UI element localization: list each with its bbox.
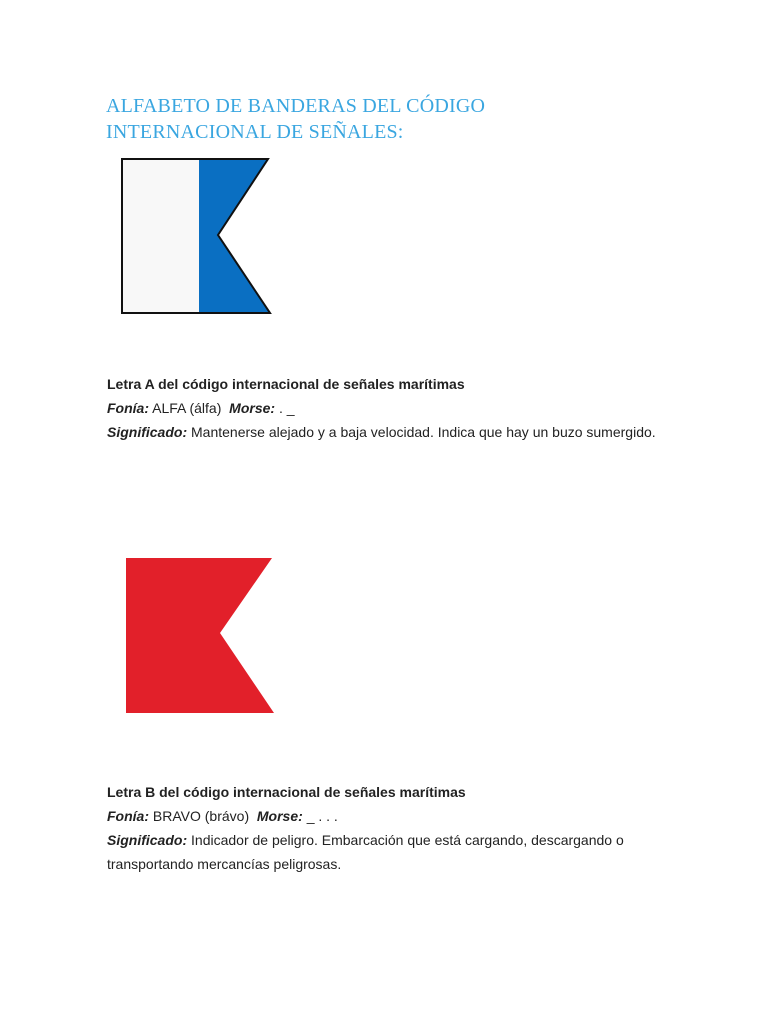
title-line-2: INTERNACIONAL DE SEÑALES: [106,121,404,143]
morse-label: Morse: [256,808,303,824]
title-line-1: ALFABETO DE BANDERAS DEL CÓDIGO [106,95,486,117]
letter-a-fonia-value: ALFA (álfa) [152,400,222,416]
bravo-flag-icon [120,553,278,717]
letter-b-significado-value: Indicador de peligro. Embarcación que está cargando, descargando o transportando mercancías peligrosas. [107,832,624,872]
fonia-label: Fonía: [107,808,149,824]
letter-b-morse-value: _ . . . [306,808,338,824]
page-title [106,93,666,145]
letter-b-significado-line [107,828,667,876]
letter-b-fonia-line [107,804,667,828]
significado-label: Significado: [107,424,188,440]
letter-b-section [107,780,667,876]
letter-a-significado-line [107,420,667,444]
letter-a-heading: Letra A del código internacional de señales marítimas [107,376,465,392]
fonia-label: Fonía: [107,400,149,416]
alfa-flag-icon [118,155,276,317]
morse-label: Morse: [229,400,276,416]
letter-b-fonia-value: BRAVO (brávo) [152,808,250,824]
letter-a-morse-value: . _ [278,400,295,416]
letter-b-heading: Letra B del código internacional de señales marítimas [107,784,466,800]
letter-a-fonia-line [107,396,667,420]
letter-a-significado-value: Mantenerse alejado y a baja velocidad. Indica que hay un buzo sumergido. [191,424,656,440]
letter-a-section [107,372,667,444]
significado-label: Significado: [107,832,188,848]
